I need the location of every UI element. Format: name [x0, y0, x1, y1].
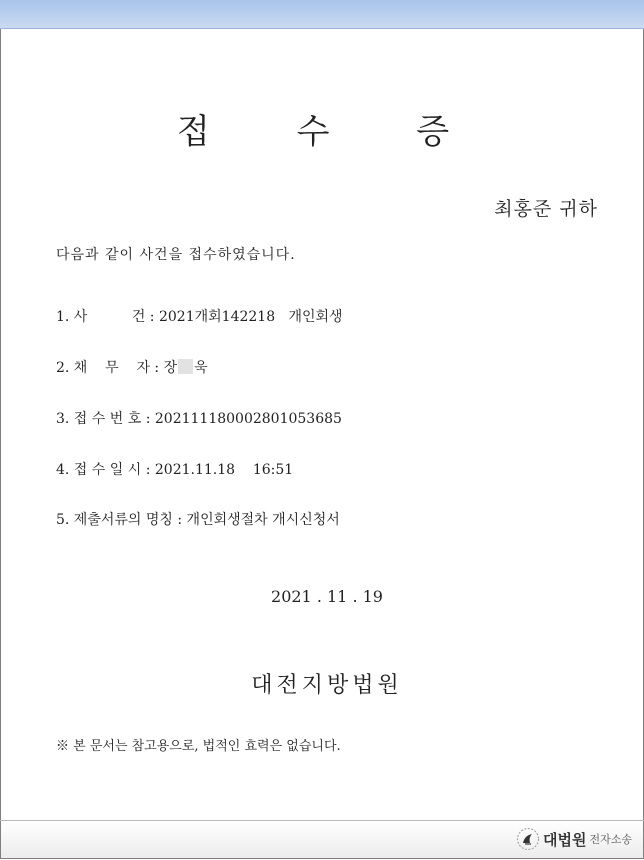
issue-date: 2021 . 11 . 19	[271, 587, 383, 606]
receipt-number-item	[56, 408, 342, 428]
receipt-datetime-item	[56, 459, 293, 479]
redaction-block	[178, 359, 193, 374]
debtor-label: 2. 채 무 자 :	[56, 360, 164, 376]
ecourt-logo	[516, 826, 632, 852]
case-item	[56, 306, 343, 326]
receipt-datetime-label: 4. 접 수 일 시 :	[56, 462, 155, 478]
recipient: 최홍준 귀하	[494, 198, 598, 220]
document-name-label: 5. 제출서류의 명칭 :	[56, 512, 187, 528]
receipt-datetime-value: 2021.11.18 16:51	[154, 462, 294, 478]
receipt-number-value: 20211118000280105368​5	[154, 411, 342, 427]
debtor-name-first: 장	[163, 360, 178, 376]
court-name: 대전지방법원	[251, 673, 403, 698]
intro-text: 다음과 같이 사건을 접수하였습니다.	[56, 247, 296, 263]
document-name-item	[56, 509, 340, 529]
disclaimer-notice: ※ 본 문서는 참고용으로, 법적인 효력은 없습니다.	[56, 739, 341, 754]
window-title-bar	[0, 0, 644, 29]
debtor-item	[56, 357, 208, 377]
court-seal-icon	[516, 827, 540, 851]
case-label: 1. 사 건 :	[56, 309, 159, 325]
logo-sub-text: 전자소송	[589, 833, 632, 846]
debtor-name-last: 욱	[194, 360, 208, 376]
receipt-number-label: 3. 접 수 번 호 :	[56, 411, 155, 427]
document-name-value: 개인회생절차 개시신청서	[186, 512, 340, 528]
document-title: 접 수 증	[176, 112, 488, 152]
case-value: 2021개회142218 개인회생	[158, 309, 343, 325]
logo-main-text: 대법원	[543, 830, 587, 849]
